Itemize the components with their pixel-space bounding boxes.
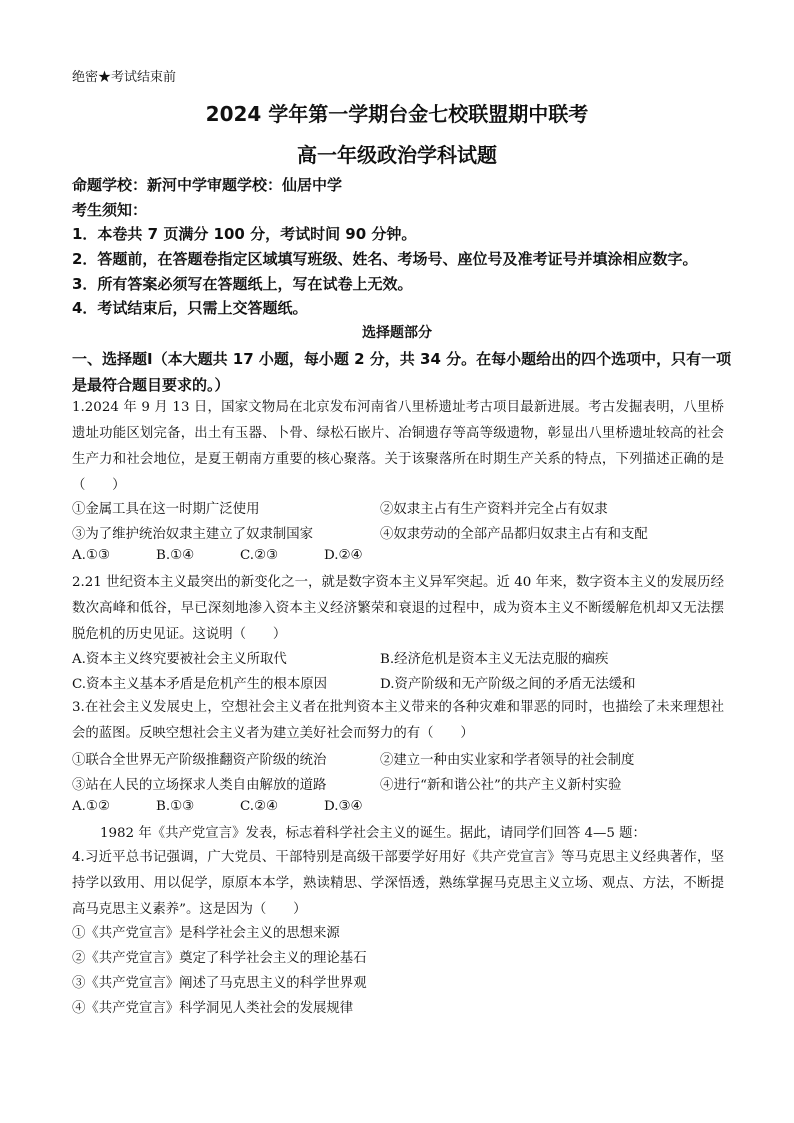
- question-3-option: ①联合全世界无产阶级推翻资产阶级的统治: [72, 753, 327, 768]
- choice-b: B.①③: [156, 799, 195, 814]
- question-3-option: ②建立一种由实业家和学者领导的社会制度: [380, 753, 635, 768]
- notice-item: 4．考试结束后，只需上交答题纸。: [72, 299, 308, 317]
- question-2-option: B.经济危机是资本主义无法克服的痼疾: [380, 652, 609, 667]
- question-2-option: A.资本主义终究要被社会主义所取代: [72, 652, 287, 667]
- choice-c: C.②③: [240, 548, 279, 563]
- question-4-option: ③《共产党宣言》阐述了马克思主义的科学世界观: [72, 976, 367, 991]
- material-lead-in: 1982 年《共产党宣言》发表，标志着科学社会主义的诞生。据此，请同学们回答 4—5 题：: [100, 826, 646, 841]
- question-3-stem: 3.在社会主义发展史上，空想社会主义者在批判资本主义带来的各种灾难和罪恶的同时，也描绘了未来理想社会的蓝图。反映空想社会主义者为建立美好社会而努力的有（ ）: [72, 700, 724, 741]
- choice-a: A.①②: [72, 799, 110, 814]
- question-4-option: ①《共产党宣言》是科学社会主义的思想来源: [72, 926, 340, 941]
- confidential-mark: 绝密★考试结束前: [72, 70, 177, 85]
- question-4-option: ④《共产党宣言》科学洞见人类社会的发展规律: [72, 1001, 354, 1016]
- question-2-stem: 2.21 世纪资本主义最突出的新变化之一，就是数字资本主义异军突起。近 40 年来，数字资本主义的发展历经数次高峰和低谷，早已深刻地渗入资本主义经济繁荣和衰退的过程中，成为资本主义不断缓解危机却又无法摆脱危机的历史见证。这说明（ ）: [72, 575, 724, 642]
- notice-title: 考生须知：: [72, 201, 148, 219]
- question-1-choices: [72, 548, 408, 563]
- question-3-option: ④进行“新和谐公社”的共产主义新村实验: [380, 778, 622, 793]
- question-1-stem: 1.2024 年 9 月 13 日，国家文物局在北京发布河南省八里桥遗址考古项目最新进展。考古发掘表明，八里桥遗址功能区划完备，出土有玉器、卜骨、绿松石嵌片、冶铜遗存等高等级遗物，彰显出八里桥遗址较高的社会生产力和社会地位，是夏王朝南方重要的核心聚落。关于该聚落所在时期生产关系的特点，下列描述正确的是（ ）: [72, 400, 724, 493]
- question-4-option: ②《共产党宣言》奠定了科学社会主义的理论基石: [72, 951, 367, 966]
- question-1-option: ①金属工具在这一时期广泛使用: [72, 502, 260, 517]
- section-heading: 一、选择题Ⅰ（本大题共 17 小题，每小题 2 分，共 34 分。在每小题给出的四个选项中，只有一项是最符合题目要求的。）: [72, 350, 732, 394]
- notice-item: 2．答题前，在答题卷指定区域填写班级、姓名、考场号、座位号及准考证号并填涂相应数字。: [72, 250, 698, 268]
- question-2-option: D.资产阶级和无产阶级之间的矛盾无法缓和: [380, 677, 636, 692]
- question-1-option: ④奴隶劳动的全部产品都归奴隶主占有和支配: [380, 527, 648, 542]
- question-1-option: ③为了维护统治奴隶主建立了奴隶制国家: [72, 527, 314, 542]
- choice-b: B.①④: [156, 548, 195, 563]
- question-2-option: C.资本主义基本矛盾是危机产生的根本原因: [72, 677, 328, 692]
- question-1-option: ②奴隶主占有生产资料并完全占有奴隶: [380, 502, 608, 517]
- notice-item: 3．所有答案必须写在答题纸上，写在试卷上无效。: [72, 275, 413, 293]
- exam-title: 2024 学年第一学期台金七校联盟期中联考: [205, 102, 589, 126]
- notice-item: 1．本卷共 7 页满分 100 分，考试时间 90 分钟。: [72, 225, 417, 243]
- choice-a: A.①③: [72, 548, 110, 563]
- question-3-option: ③站在人民的立场探求人类自由解放的道路: [72, 778, 327, 793]
- question-3-choices: [72, 799, 408, 814]
- proposition-schools: 命题学校：新河中学审题学校：仙居中学: [72, 176, 343, 194]
- question-4-stem: 4.习近平总书记强调，广大党员、干部特别是高级干部要学好用好《共产党宣言》等马克思主义经典著作，坚持学以致用、用以促学，原原本本学，熟读精思、学深悟透，熟练掌握马克思主义立场、观点、方法，不断提高马克思主义素养”。这是因为（ ）: [72, 850, 724, 917]
- choice-d: D.③④: [324, 799, 363, 814]
- exam-subtitle: 高一年级政治学科试题: [297, 143, 497, 167]
- choice-d: D.②④: [324, 548, 363, 563]
- choice-c: C.②④: [240, 799, 279, 814]
- part-title: 选择题部分: [362, 325, 432, 341]
